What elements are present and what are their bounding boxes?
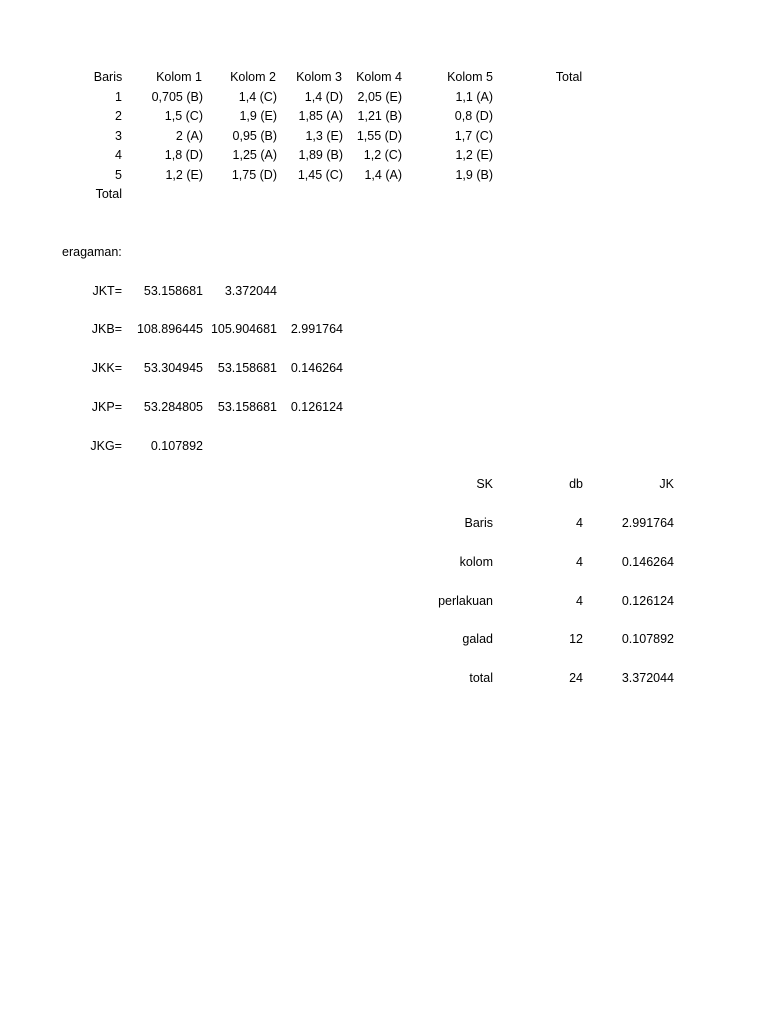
header-baris: Baris <box>93 70 123 84</box>
cell-kolom-2: 1,75 (D) <box>231 168 277 182</box>
cell-kolom-3: 1,45 (C) <box>297 168 343 182</box>
cell-kolom-2: 1,4 (C) <box>238 90 277 104</box>
row-number: 3 <box>115 129 122 143</box>
cell-kolom-2: 1,9 (E) <box>239 109 277 123</box>
row-number: 4 <box>115 148 122 162</box>
calc-value-2: 53.158681 <box>217 361 277 375</box>
anova-sk: total <box>469 671 493 685</box>
cell-kolom-4: 2,05 (E) <box>357 90 402 104</box>
anova-jk: 0.146264 <box>621 555 674 569</box>
anova-sk: kolom <box>459 555 493 569</box>
cell-kolom-5: 0,8 (D) <box>454 109 493 123</box>
anova-header-sk: SK <box>476 477 493 491</box>
row-number: 1 <box>115 90 122 104</box>
calc-value-1: 53.158681 <box>143 284 203 298</box>
calc-label: JKG= <box>90 439 122 453</box>
anova-sk: perlakuan <box>438 594 493 608</box>
anova-db: 4 <box>576 516 583 530</box>
cell-kolom-1: 1,8 (D) <box>164 148 203 162</box>
cell-kolom-2: 1,25 (A) <box>232 148 277 162</box>
header-kolom-1: Kolom 1 <box>156 70 202 84</box>
calc-value-3: 0.146264 <box>290 361 343 375</box>
cell-kolom-4: 1,21 (B) <box>357 109 402 123</box>
anova-jk: 3.372044 <box>621 671 674 685</box>
cell-kolom-5: 1,1 (A) <box>455 90 493 104</box>
cell-kolom-3: 1,89 (B) <box>298 148 343 162</box>
header-kolom-2: Kolom 2 <box>230 70 276 84</box>
anova-sk: Baris <box>464 516 493 530</box>
cell-kolom-3: 1,4 (D) <box>304 90 343 104</box>
cell-kolom-4: 1,2 (C) <box>363 148 402 162</box>
calc-value-3: 0.126124 <box>290 400 343 414</box>
row-number: 2 <box>115 109 122 123</box>
cell-kolom-1: 0,705 (B) <box>151 90 203 104</box>
calc-label: JKP= <box>91 400 122 414</box>
anova-jk: 2.991764 <box>621 516 674 530</box>
calc-value-2: 53.158681 <box>217 400 277 414</box>
cell-kolom-3: 1,3 (E) <box>305 129 343 143</box>
cell-kolom-2: 0,95 (B) <box>232 129 277 143</box>
anova-jk: 0.126124 <box>621 594 674 608</box>
header-kolom-3: Kolom 3 <box>296 70 342 84</box>
cell-kolom-4: 1,55 (D) <box>356 129 402 143</box>
anova-header-db: db <box>569 477 583 491</box>
cell-kolom-5: 1,9 (B) <box>455 168 493 182</box>
cell-kolom-5: 1,7 (C) <box>454 129 493 143</box>
cell-kolom-1: 1,5 (C) <box>164 109 203 123</box>
calc-label: JKK= <box>91 361 122 375</box>
anova-jk: 0.107892 <box>621 632 674 646</box>
anova-db: 4 <box>576 594 583 608</box>
anova-sk: galad <box>462 632 493 646</box>
anova-db: 12 <box>569 632 583 646</box>
total-row-label: Total <box>95 187 122 201</box>
calc-value-1: 0.107892 <box>150 439 203 453</box>
header-kolom-5: Kolom 5 <box>447 70 493 84</box>
cell-kolom-1: 1,2 (E) <box>165 168 203 182</box>
calc-value-1: 53.284805 <box>143 400 203 414</box>
cell-kolom-3: 1,85 (A) <box>298 109 343 123</box>
cell-kolom-1: 2 (A) <box>175 129 203 143</box>
anova-db: 4 <box>576 555 583 569</box>
calc-value-2: 3.372044 <box>224 284 277 298</box>
calc-label: JKT= <box>92 284 122 298</box>
calc-value-1: 53.304945 <box>143 361 203 375</box>
section-label: eragaman: <box>62 245 122 259</box>
calc-value-2: 105.904681 <box>210 322 277 336</box>
calc-value-1: 108.896445 <box>136 322 203 336</box>
calc-value-3: 2.991764 <box>290 322 343 336</box>
anova-header-jk: JK <box>659 477 674 491</box>
header-total: Total <box>555 70 583 84</box>
row-number: 5 <box>115 168 122 182</box>
calc-label: JKB= <box>91 322 122 336</box>
anova-db: 24 <box>569 671 583 685</box>
cell-kolom-5: 1,2 (E) <box>455 148 493 162</box>
cell-kolom-4: 1,4 (A) <box>364 168 402 182</box>
header-kolom-4: Kolom 4 <box>356 70 402 84</box>
